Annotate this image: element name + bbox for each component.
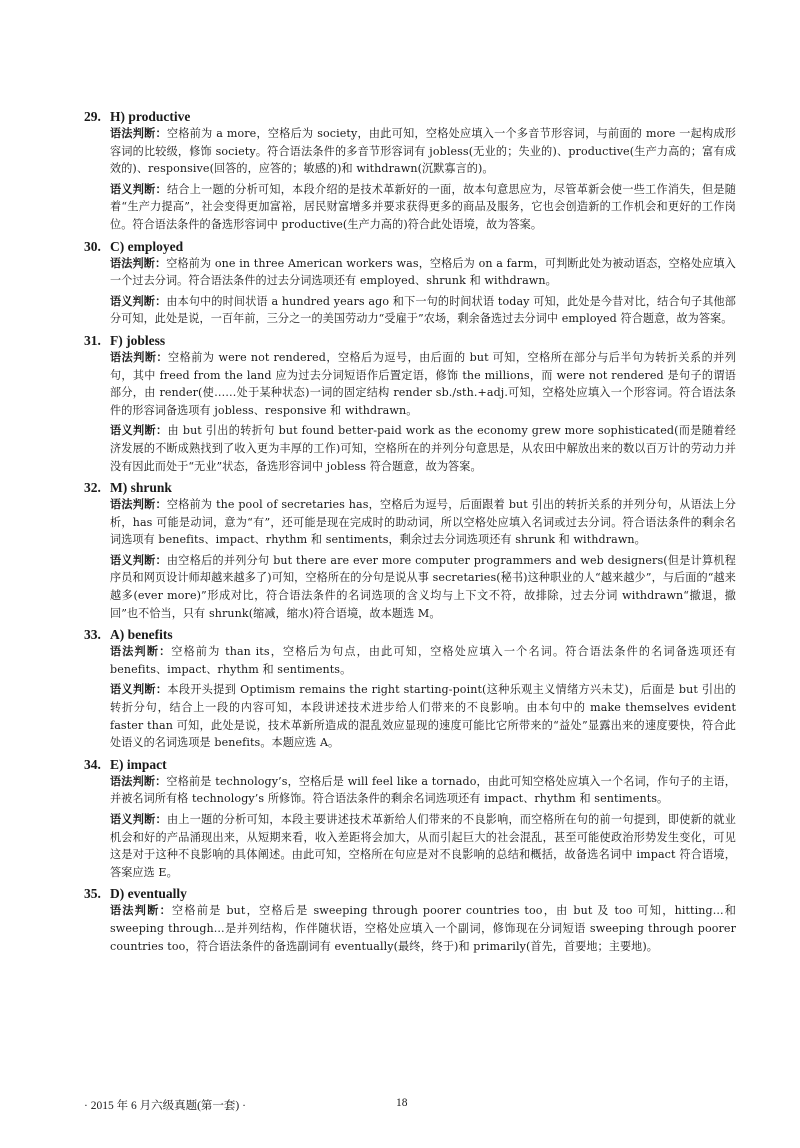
grammar-label: 语法判断： bbox=[110, 645, 172, 659]
meaning-text: 结合上一题的分析可知，本段介绍的是技术革新好的一面，故本句意思应为，尽管革新会使一些工作消失，但是随着“生产力提高”，社会变得更加富裕，居民财富增多并要求获得更多的商品及服务，它也会创造新的工作机会和更好的工作岗位。符合语法条件的备选形容词中 productive(生产力高的)符合此处语境，故为答案。 bbox=[110, 182, 736, 231]
grammar-text: 空格前为 a more，空格后为 society，由此可知，空格处应填入一个多音节形容词，与前面的 more 一起构成形容词的比较级，修饰 society。符合语法条件的多音节形容词有 jobless(无业的；失业的)、productive(生产力高的；富有成效的)、responsive(回答的，应答的；敏感的)和 withdrawn(沉默寡言的)。 bbox=[110, 127, 736, 176]
grammar-text: 空格前是 but，空格后是 sweeping through poorer countries too，由 but 及 too 可知，hitting...和 sweeping through...是并列结构，作伴随状语，空格处应填入一个副词，修饰现在分词短语 sweeping through poorer countries too，符合语法条件的备选副词有 eventually(最终，终于)和 primarily(首先，首要地；主要地)。 bbox=[110, 904, 736, 953]
meaning-text: 由本句中的时间状语 a hundred years ago 和下一句的时间状语 today 可知，此处是今昔对比，结合句子其他部分可知，此处是说，一百年前，三分之一的美国劳动力“受雇于”农场，剩余备选过去分词中 employed 符合题意，故为答案。 bbox=[110, 294, 736, 326]
answer-choice: M) shrunk bbox=[110, 480, 172, 496]
grammar-text: 空格前为 one in three American workers was，空格后为 on a farm，可判断此处为被动语态，空格处应填入一个过去分词。符合语法条件的过去分词选项还有 employed、shrunk 和 withdrawn。 bbox=[110, 256, 736, 288]
grammar-analysis bbox=[110, 902, 736, 955]
item-heading: 29. H) productive bbox=[84, 109, 191, 124]
grammar-analysis bbox=[110, 496, 736, 549]
item-35 bbox=[84, 885, 736, 955]
item-heading: 33. A) benefits bbox=[84, 627, 173, 643]
answer-choice: F) jobless bbox=[110, 332, 166, 348]
answer-choice: H) productive bbox=[110, 109, 191, 124]
footer-source: · 2015 年 6 月六级真题(第一套) · bbox=[84, 1100, 246, 1112]
item-31 bbox=[84, 332, 736, 475]
meaning-text: 由上一题的分析可知，本段主要讲述技术革新给人们带来的不良影响，而空格所在句的前一句提到，即使新的就业机会和好的产品涌现出来，从短期来看，收入差距将会加大，从而引起巨大的社会混乱，甚至可能使政治形势发生变化，可见这是对于这种不良影响的具体阐述。由此可知，空格所在句应是对不良影响的总结和概括，故备选名词中 impact 符合语境，答案应选 E。 bbox=[110, 813, 736, 879]
grammar-label: 语法判断： bbox=[110, 774, 167, 788]
item-30 bbox=[84, 238, 736, 328]
item-34 bbox=[84, 756, 736, 882]
meaning-analysis bbox=[110, 552, 736, 622]
grammar-analysis bbox=[110, 125, 736, 178]
page-footer bbox=[84, 1097, 736, 1117]
meaning-analysis bbox=[110, 293, 736, 328]
meaning-label: 语义判断： bbox=[110, 813, 167, 826]
item-33 bbox=[84, 626, 736, 752]
item-heading: 31. F) jobless bbox=[84, 332, 166, 348]
grammar-text: 空格前为 the pool of secretaries has，空格后为逗号，后面跟着 but 引出的转折关系的并列分句，从语法上分析，has 可能是动词，意为“有”，还可能是现在完成时的助动词，所以空格处应填入名词或过去分词。符合语法条件的剩余名词选项有 benefits、impact、rhythm 和 sentiments，剩余过去分词选项还有 shrunk 和 withdrawn。 bbox=[110, 498, 736, 547]
meaning-label: 语义判断： bbox=[110, 424, 168, 438]
item-heading: 34. E) impact bbox=[84, 756, 167, 772]
meaning-analysis bbox=[110, 181, 736, 234]
grammar-analysis bbox=[110, 349, 736, 419]
meaning-label: 语义判断： bbox=[110, 553, 167, 567]
grammar-analysis bbox=[110, 643, 736, 678]
grammar-analysis bbox=[110, 255, 736, 290]
page-number: 18 bbox=[396, 1097, 408, 1109]
grammar-text: 空格前为 than its，空格后为句点，由此可知，空格处应填入一个名词。符合语法条件的名词备选项还有 benefits、impact、rhythm 和 sentiments。 bbox=[110, 645, 736, 676]
meaning-text: 由 but 引出的转折句 but found better-paid work as the economy grew more sophisticated(而是随着经济发展的不断成熟找到了收入更为丰厚的工作)可知，空格所在的并列分句意思是，从农田中解放出来的数以百万计的劳动力并没有因此而处于“无业”状态，备选形容词中 jobless 符合题意，故为答案。 bbox=[110, 424, 736, 473]
meaning-analysis bbox=[110, 422, 736, 475]
answer-explanations bbox=[84, 108, 736, 959]
grammar-label: 语法判断： bbox=[110, 350, 169, 364]
item-heading: 30. C) employed bbox=[84, 238, 184, 254]
meaning-label: 语义判断： bbox=[110, 294, 167, 308]
meaning-label: 语义判断： bbox=[110, 683, 168, 697]
answer-choice: D) eventually bbox=[110, 886, 187, 902]
meaning-analysis bbox=[110, 811, 736, 881]
item-29 bbox=[84, 108, 736, 234]
meaning-label: 语义判断： bbox=[110, 182, 167, 196]
grammar-label: 语法判断： bbox=[110, 498, 167, 512]
answer-choice: A) benefits bbox=[110, 627, 173, 643]
grammar-text: 空格前是 technology’s，空格后是 will feel like a tornado，由此可知空格处应填入一个名词，作句子的主语，并被名词所有格 technology’s 所修饰。符合语法条件的剩余名词选项还有 impact、rhythm 和 sentiments。 bbox=[110, 774, 736, 806]
answer-choice: E) impact bbox=[110, 756, 167, 772]
meaning-text: 由空格后的并列分句 but there are ever more computer programmers and web designers(但是计算机程序员和网页设计师却越来越多了)可知，空格所在的分句是说从事 secretaries(秘书)这种职业的人“越来越少”，与后面的“越来越多(ever more)”形成对比，符合语法条件的名词选项的含义均与上下文不符，故排除，过去分词 withdrawn“撤退，撤回”也不恰当，只有 shrunk(缩减，缩水)符合语境，故本题选 M。 bbox=[110, 553, 736, 620]
meaning-analysis bbox=[110, 681, 736, 751]
item-heading: 35. D) eventually bbox=[84, 886, 187, 902]
answer-choice: C) employed bbox=[110, 238, 184, 254]
grammar-label: 语法判断： bbox=[110, 127, 167, 140]
meaning-text: 本段开头提到 Optimism remains the right starting-point(这种乐观主义情绪方兴未艾)，后面是 but 引出的转折分句，结合上一段的内容可知，本段讲述技术进步给人们带来的不良影响。由本句中的 make themselves evident faster than 可知，此处是说，技术革新所造成的混乱效应显现的速度可能比它所带来的“益处”显露出来的速度要快，符合此处语义的名词选项是 benefits。本题应选 A。 bbox=[110, 683, 736, 750]
grammar-label: 语法判断： bbox=[110, 256, 167, 270]
grammar-label: 语法判断： bbox=[110, 904, 173, 918]
item-heading: 32. M) shrunk bbox=[84, 480, 172, 496]
item-32 bbox=[84, 479, 736, 622]
grammar-analysis bbox=[110, 773, 736, 808]
grammar-text: 空格前为 were not rendered，空格后为逗号，由后面的 but 可知，空格所在部分与后半句为转折关系的并列句，其中 freed from the land 应为过去分词短语作后置定语，修饰 the millions，而 were not rendered 是句子的谓语部分，由 render(使……处于某种状态)一词的固定结构 render sb./sth.+adj.可知，空格处应填入一个形容词。符合语法条件的形容词备选项有 jobless、responsive 和 withdrawn。 bbox=[110, 350, 736, 417]
